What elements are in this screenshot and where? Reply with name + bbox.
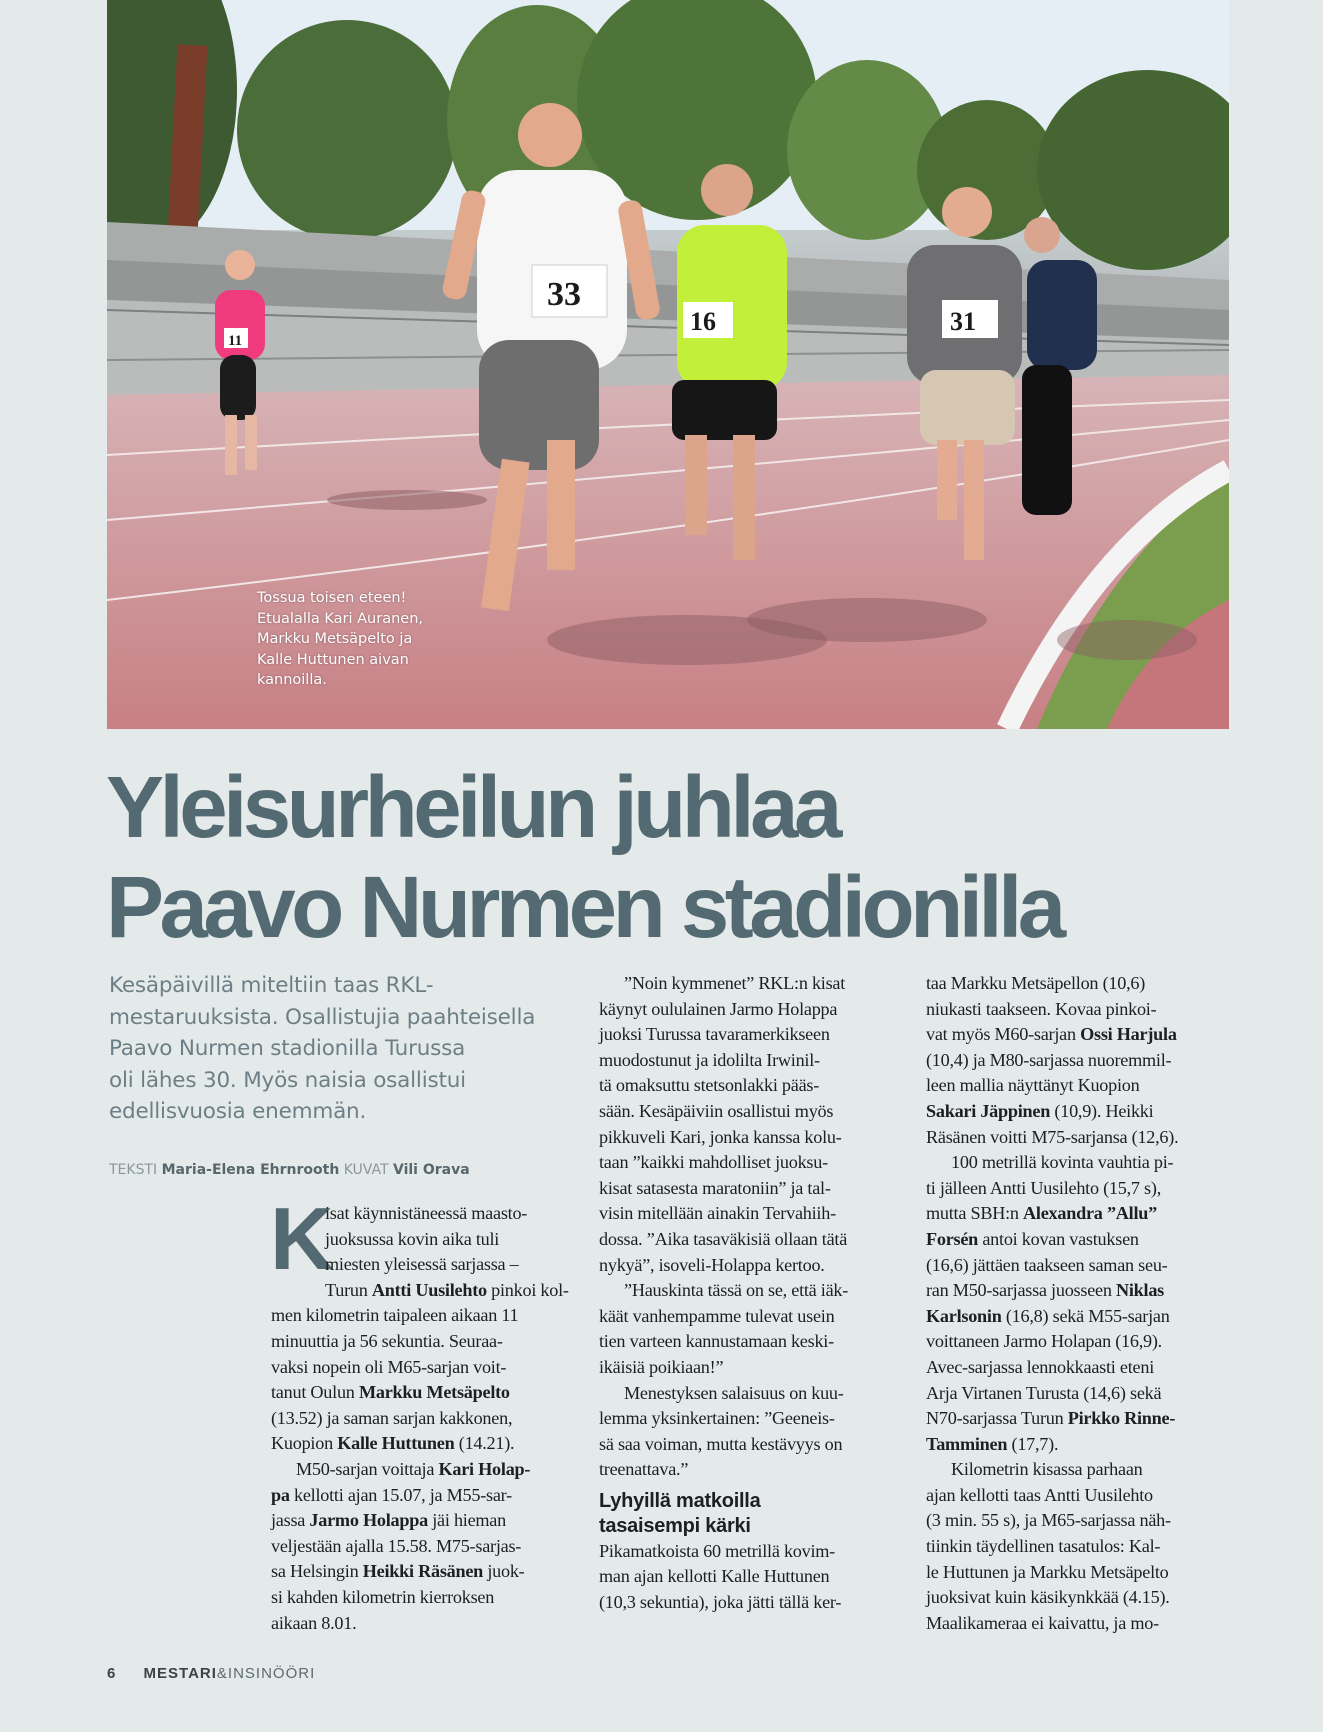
body-text-line: mutta SBH:n Alexandra ”Allu” (926, 1203, 1157, 1224)
body-text-line: Avec-sarjassa lennokkaasti eteni (926, 1356, 1155, 1377)
body-text-line: Tamminen (17,7). (926, 1433, 1059, 1454)
body-text-line: Pikamatkoista 60 metrillä kovim- (599, 1540, 835, 1561)
body-text-line: veljestään ajalla 15.58. M75-sarjas- (271, 1535, 522, 1556)
body-text-line: ikäisiä poikiaan!” (599, 1356, 724, 1377)
body-column-2 (599, 971, 899, 1616)
body-text-line: Kilometrin kisassa parhaan (951, 1459, 1143, 1480)
body-text-line: Menestyksen salaisuus on kuu- (624, 1382, 844, 1403)
body-text-line: (16,6) jättäen taakseen saman seu- (926, 1254, 1168, 1275)
body-text-line: men kilometrin taipaleen aikaan 11 (271, 1305, 519, 1326)
body-text-line: 100 metrillä kovinta vauhtia pi- (951, 1152, 1174, 1173)
body-text-line: lemma yksinkertainen: ”Geeneis- (599, 1408, 835, 1429)
body-text-line: taan ”kaikki mahdolliset juoksu- (599, 1152, 828, 1173)
body-text-line: visin mitellään ainakin Tervahiih- (599, 1203, 836, 1224)
article-lead (109, 970, 589, 1128)
body-text-line: kisat satasesta maratoniin” ja tal- (599, 1177, 831, 1198)
body-column-3 (926, 971, 1226, 1636)
body-text-line: taa Markku Metsäpellon (10,6) (926, 973, 1146, 993)
body-text-line: ajan kellotti taas Antti Uusilehto (926, 1484, 1153, 1505)
body-text-line: Räsänen voitti M75-sarjansa (12,6). (926, 1126, 1179, 1147)
body-text-line: pa kellotti ajan 15.07, ja M55-sar- (271, 1484, 512, 1505)
body-text-line: isat käynnistäneessä maasto- (325, 1203, 528, 1223)
body-text-line: (13.52) ja saman sarjan kakkonen, (271, 1407, 513, 1428)
body-column-1 (270, 1189, 571, 1636)
bib-33: 33 (547, 276, 581, 313)
body-column-2-text-b (599, 1539, 899, 1616)
subhead-line: Lyhyillä matkoilla (599, 1489, 761, 1512)
body-text-line: ”Hauskinta tässä on se, että iäk- (624, 1280, 849, 1301)
body-text-line: Forsén antoi kovan vastuksen (926, 1228, 1139, 1249)
article-headline (106, 758, 1256, 958)
body-text-line: Turun Antti Uusilehto pinkoi kol- (325, 1279, 569, 1300)
hero-photo (107, 0, 1229, 729)
lead-line: Paavo Nurmen stadionilla Turussa (109, 1036, 466, 1061)
body-text-line: ran M50-sarjassa juosseen Niklas (926, 1280, 1165, 1301)
body-text-line: aikaan 8.01. (271, 1612, 357, 1633)
caption-line: Kalle Huttunen aivan (257, 651, 409, 668)
headline-line: Paavo Nurmen stadionilla (106, 859, 1062, 956)
page-number: 6 (107, 1665, 116, 1682)
body-text-line: miesten yleisessä sarjassa – (325, 1254, 519, 1275)
magazine-name-suffix: &INSINÖÖRI (216, 1665, 316, 1682)
bib-31: 31 (950, 307, 976, 336)
body-text-line: niukasti taakseen. Kovaa pinkoi- (926, 998, 1157, 1019)
body-text-line: N70-sarjassa Turun Pirkko Rinne- (926, 1408, 1176, 1429)
body-text-line: man ajan kellotti Kalle Huttunen (599, 1566, 830, 1587)
body-text-line: tanut Oulun Markku Metsäpelto (271, 1382, 510, 1403)
caption-line: Etualalla Kari Auranen, (257, 610, 423, 627)
byline-author: Maria-Elena Ehrnrooth (161, 1162, 340, 1178)
body-text-line: si kahden kilometrin kierroksen (271, 1586, 495, 1607)
body-text-line: voittaneen Jarmo Holapan (16,9). (926, 1331, 1162, 1352)
body-text-line: juoksi Turussa tavaramerkikseen (599, 1024, 830, 1045)
caption-line: Tossua toisen eteen! (257, 590, 407, 606)
caption-line: kannoilla. (257, 672, 327, 688)
body-text-line: pikkuveli Kari, jonka kanssa kolu- (599, 1126, 842, 1147)
body-text-line: (3 min. 55 s), ja M65-sarjassa näh- (926, 1510, 1171, 1531)
body-text-line: käynyt oululainen Jarmo Holappa (599, 998, 838, 1019)
lead-line: mestaruuksista. Osallistujia paahteisella (109, 1004, 536, 1030)
subhead-line: tasaisempi kärki (599, 1514, 751, 1537)
body-text-line: sa Helsingin Heikki Räsänen juok- (271, 1561, 525, 1582)
drop-cap: K (270, 1189, 334, 1288)
body-text-line: leen mallia näyttänyt Kuopion (926, 1075, 1140, 1096)
magazine-name: MESTARI (143, 1665, 217, 1682)
bib-16: 16 (690, 307, 716, 336)
body-text-line: juoksivat kuin käsikynkkää (4.15). (926, 1587, 1170, 1608)
body-text-line: minuuttia ja 56 sekuntia. Seuraa- (271, 1330, 503, 1351)
body-text-line: tien varteen kannustamaan keski- (599, 1331, 834, 1352)
section-subheading (599, 1489, 899, 1539)
bib-11: 11 (228, 333, 243, 349)
body-text-line: M50-sarjan voittaja Kari Holap- (296, 1458, 531, 1479)
body-column-2-text (599, 971, 899, 1483)
page-footer (107, 1665, 315, 1682)
byline (109, 1162, 470, 1178)
body-text-line: vaksi nopein oli M65-sarjan voit- (271, 1356, 507, 1377)
body-text-line: tiinkin täydellinen tasatulos: Kal- (926, 1536, 1161, 1557)
body-text-line: le Huttunen ja Markku Metsäpelto (926, 1561, 1169, 1582)
body-text-line: sä saa voiman, mutta kestävyys on (599, 1433, 843, 1454)
body-text-line: käät vanhempamme tulevat usein (599, 1305, 835, 1326)
body-text-line: muodostunut ja idolilta Irwinil- (599, 1049, 820, 1070)
lead-line: oli lähes 30. Myös naisia osallistui (109, 1067, 466, 1093)
body-text-line: (10,4) ja M80-sarjassa nuoremmil- (926, 1049, 1172, 1070)
body-text-line: Arja Virtanen Turusta (14,6) sekä (926, 1382, 1162, 1403)
body-text-line: ti jälleen Antti Uusilehto (15,7 s), (926, 1177, 1161, 1198)
body-text-line: nykyä”, isoveli-Holappa kertoo. (599, 1254, 825, 1275)
body-text-line: sään. Kesäpäiviin osallistui myös (599, 1100, 834, 1121)
body-text-line: Sakari Jäppinen (10,9). Heikki (926, 1100, 1154, 1121)
body-text-line: Karlsonin (16,8) sekä M55-sarjan (926, 1305, 1170, 1326)
body-text-line: jassa Jarmo Holappa jäi hieman (271, 1510, 506, 1531)
body-text-line: Maalikameraa ei kaivattu, ja mo- (926, 1612, 1159, 1633)
body-text-line: vat myös M60-sarjan Ossi Harjula (926, 1024, 1177, 1045)
body-text-line: Kuopion Kalle Huttunen (14.21). (271, 1433, 515, 1454)
byline-photographer: Vili Orava (392, 1162, 470, 1178)
body-text-line: tä omaksuttu stetsonlakki pääs- (599, 1075, 820, 1096)
caption-line: Markku Metsäpelto ja (257, 631, 413, 647)
body-text-line: dossa. ”Aika tasaväkisiä ollaan tätä (599, 1228, 848, 1249)
headline-line: Yleisurheilun juhlaa (106, 759, 838, 856)
body-text-line: ”Noin kymmenet” RKL:n kisat (624, 973, 846, 993)
body-text-line: treenattava.” (599, 1459, 689, 1480)
byline-text-label: TEKSTI (109, 1162, 158, 1178)
body-text-line: (10,3 sekuntia), joka jätti tällä ker- (599, 1592, 842, 1613)
lead-line: Kesäpäivillä miteltiin taas RKL- (109, 973, 434, 998)
photo-caption (257, 588, 457, 691)
body-text-line: juoksussa kovin aika tuli (325, 1228, 500, 1249)
lead-line: edellisvuosia enemmän. (109, 1099, 367, 1124)
byline-photo-label: KUVAT (343, 1162, 389, 1178)
